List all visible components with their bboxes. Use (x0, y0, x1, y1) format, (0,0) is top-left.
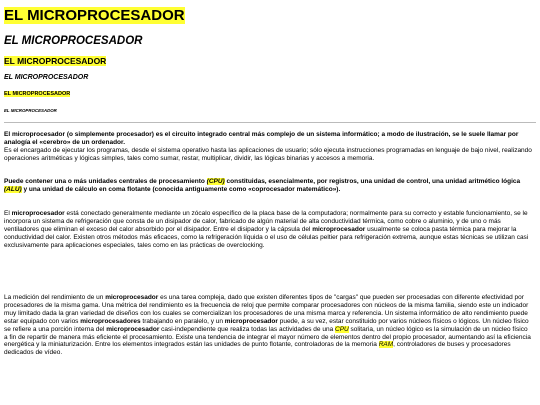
cooling-text-b: está conectado generalmente mediante un zócalo específico de la placa base de la computadora; normalmente para su correcto y estable funcionamiento, se le incorpora un sistema de refrigeración que consta de un disipador de calor, fabricado de algún material de alta conductividad térmica, como cobre o aluminio, y de uno o más ventiladores que eliminan el exceso del calor absorbido por el disipador. Entre el disipador y la cápsula del (4, 210, 528, 233)
perf-text-b: es una tarea compleja, dado que existen diferentes tipos de "cargas" que pueden ser procesadas con diferente efectividad por procesadores de la misma gama. Una métrica del rendimiento es la frecuencia de reloj que permite comparar procesadores con núcleos de la misma familia, siendo este un indicador muy limitado dada la gran variedad de diseños con los cuales se comercializan los procesadores de una misma marca y referencia. Un sistema informático de alto rendimiento puede estar equipado con varios (4, 294, 529, 325)
cooling-text-a: El (4, 210, 12, 217)
cpu-highlight: (CPU) (206, 178, 225, 185)
keyword-microprocesador: microprocesador (106, 325, 160, 333)
cooling-text-c: usualmente se coloca pasta térmica para mejorar la conductividad del calor. Existen otros métodos más eficaces, como la refrigeración líquida o el uso de células peltier para refrigeración extrema, aunque estas técnicas se utilizan casi exclusivamente para aplicaciones especiales, tales como en las prácticas de overclocking. (4, 225, 529, 249)
ram-highlight: RAM (378, 341, 394, 349)
keyword-microprocesador: microprocesador (224, 317, 278, 325)
heading-6: EL MICROPROCESADOR (4, 108, 57, 113)
heading-5 (4, 91, 70, 97)
heading-2: EL MICROPROCESADOR (4, 35, 143, 47)
perf-text-f: solitaria, un núcleo lógico es la simulación de un núcleo físico a fin de repartir de manera más eficiente el procesamiento. Existe una tendencia de integrar el mayor número de elementos dentro del propio procesador, aumentando así la eficiencia energética y la miniaturización. Entre los elementos integrados están las unidades de punto flotante, controladoras de la memoria (4, 325, 531, 349)
intro-text: Es el encargado de ejecutar los programas, desde el sistema operativo hasta las aplicaciones de usuario; sólo ejecuta instrucciones programadas en lenguaje de bajo nivel, realizando operaciones aritméticas y lógicas simples, tales como sumar, restar, multiplicar, dividir, las lógicas binarias y accesos a memoria. (4, 146, 532, 162)
heading-1 (4, 7, 185, 24)
perf-text-c: trabajando en paralelo, y un (140, 317, 225, 325)
cpu-highlight: CPU (335, 325, 349, 333)
units-text-b: constituidas, esencialmente, por registros, una unidad de control, una unidad aritmético lógica (224, 178, 521, 185)
alu-highlight: (ALU) (4, 185, 22, 193)
keyword-microprocesador: microprocesador (312, 225, 366, 233)
keyword-microprocesadores: microprocesadores (80, 317, 141, 325)
heading-4: EL MICROPROCESADOR (4, 74, 89, 81)
heading-3-text: EL MICROPROCESADOR (4, 56, 107, 66)
units-text-c: y una unidad de cálculo en coma flotante (conocida antiguamente como «coprocesador matemático»). (21, 185, 341, 193)
paragraph-intro (4, 131, 532, 163)
intro-bold: El microprocesador (o simplemente procesador) es el circuito integrado central más complejo de un sistema informático; a modo de ilustración, se le suele llamar por analogía el «cerebro» de un ordenador. (4, 131, 519, 146)
heading-5-text: EL MICROPROCESADOR (4, 91, 71, 97)
keyword-microprocesador: microprocesador (11, 210, 65, 217)
paragraph-performance (4, 294, 532, 357)
perf-text-e: casi-independiente que realiza todas las actividades de una (159, 325, 335, 333)
perf-text-d: puede, a su vez, estar constituido por varios núcleos físicos o lógicos. Un núcleo físico se refiere a una porción interna del (4, 317, 529, 333)
perf-text-g: , controladores de buses y procesadores dedicados de vídeo. (4, 341, 511, 357)
perf-text-a: La medición del rendimiento de un (4, 294, 106, 301)
keyword-microprocesador: microprocesador (105, 294, 159, 301)
paragraph-cooling (4, 210, 532, 250)
divider (4, 122, 536, 123)
heading-1-text: EL MICROPROCESADOR (4, 7, 185, 24)
heading-3 (4, 56, 106, 66)
paragraph-units (4, 178, 532, 194)
units-text-a: Puede contener una o más unidades centrales de procesamiento (4, 178, 207, 185)
